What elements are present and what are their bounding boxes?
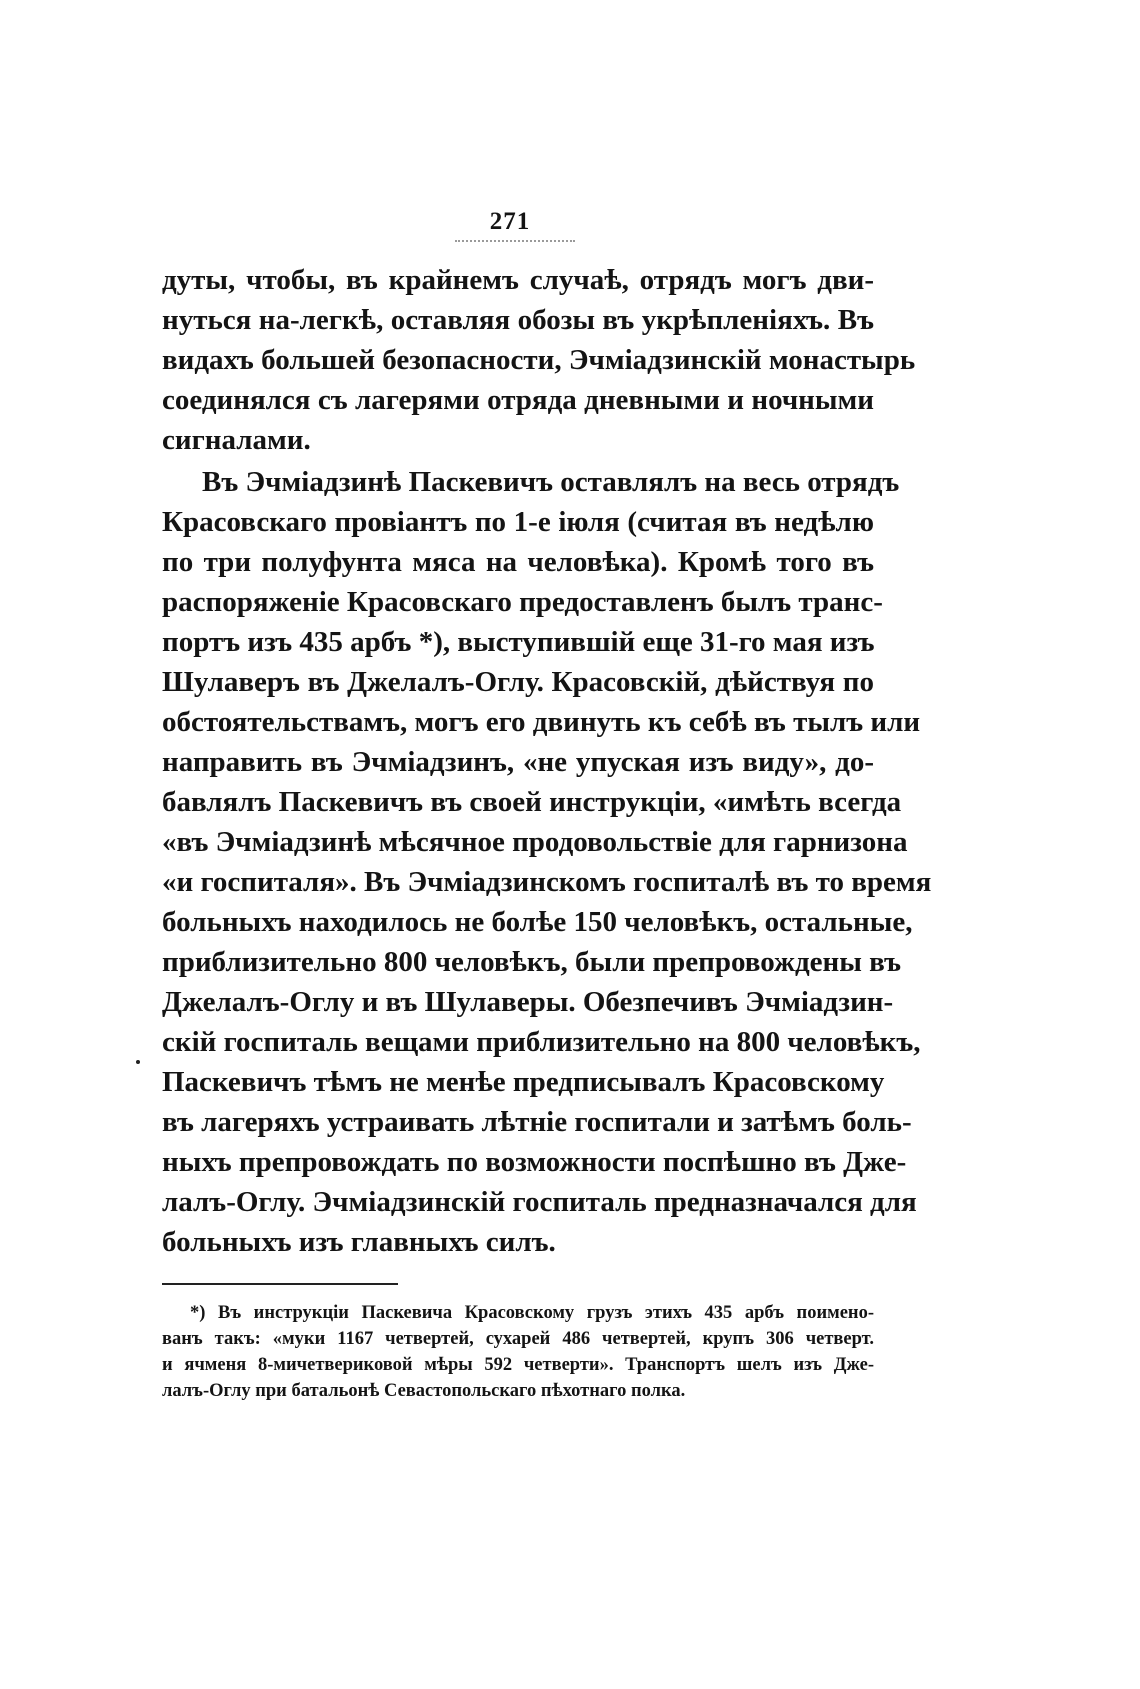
text-line: лалъ-Оглу. Эчмiадзинскiй госпиталь предназначался для	[162, 1186, 917, 1218]
text-line: въ лагеряхъ устраивать лѣтнiе госпитали и затѣмъ боль-	[162, 1106, 912, 1138]
text-line: «въ Эчмiадзинѣ мѣсячное продовольствiе для гарнизона	[162, 826, 908, 858]
text-line: скiй госпиталь вещами приблизительно на 800 человѣкъ,	[162, 1026, 921, 1058]
text-line: соединялся съ лагерями отряда дневными и ночными	[162, 384, 874, 416]
text-line: по три полуфунта мяса на человѣка). Кромѣ того въ	[162, 546, 874, 578]
text-line: направить въ Эчмiадзинъ, «не упуская изъ виду», до-	[162, 746, 874, 778]
text-line: распоряженiе Красовскаго предоставленъ былъ транс-	[162, 586, 883, 618]
text-line: Паскевичъ тѣмъ не менѣе предписывалъ Красовскому	[162, 1066, 885, 1098]
footnote-line: и ячменя 8-мичетвериковой мѣры 592 четверти». Транспортъ шелъ изъ Дже-	[162, 1355, 874, 1375]
text-line: ныхъ препровождать по возможности поспѣшно въ Дже-	[162, 1146, 907, 1178]
scan-noise-marks	[455, 240, 575, 246]
main-text	[162, 260, 932, 1262]
text-line: обстоятельствамъ, могъ его двинуть къ себѣ въ тылъ или	[162, 706, 921, 738]
text-line: Красовскаго провiантъ по 1-е iюля (считая въ недѣлю	[162, 506, 874, 538]
footnote-divider	[162, 1283, 398, 1285]
page-number: 271	[489, 208, 531, 235]
text-line: больныхъ находилось не болѣе 150 человѣкъ, остальные,	[162, 906, 913, 938]
text-line: приблизительно 800 человѣкъ, были препровождены въ	[162, 946, 902, 978]
text-line: Джелалъ-Оглу и въ Шулаверы. Обезпечивъ Эчмiадзин-	[162, 986, 894, 1018]
footnote-line: ванъ такъ: «муки 1167 четвертей, сухарей 486 четвертей, крупъ 306 четверт.	[162, 1329, 874, 1349]
text-line: Въ Эчмiадзинѣ Паскевичъ оставлялъ на весь отрядъ	[202, 466, 900, 498]
text-line: нуться на-легкѣ, оставляя обозы въ укрѣпленiяхъ. Въ	[162, 304, 874, 336]
text-line: портъ изъ 435 арбъ *), выступившiй еще 31-го мая изъ	[162, 626, 875, 658]
paragraph-2	[162, 462, 932, 1262]
footnote-line: *) Въ инструкцiи Паскевича Красовскому грузъ этихъ 435 арбъ поимено-	[190, 1303, 874, 1323]
scan-speck	[136, 1060, 140, 1064]
footnote-line: лалъ-Оглу при батальонѣ Севастопольскаго пѣхотнаго полка.	[162, 1381, 686, 1401]
text-line: дуты, чтобы, въ крайнемъ случаѣ, отрядъ могъ дви-	[162, 264, 874, 296]
text-line: больныхъ изъ главныхъ силъ.	[162, 1226, 556, 1258]
text-line: видахъ большей безопасности, Эчмiадзинскiй монастырь	[162, 344, 916, 376]
paragraph-1	[162, 260, 916, 460]
text-line: «и госпиталя». Въ Эчмiадзинскомъ госпиталѣ въ то время	[162, 866, 932, 898]
text-line: сигналами.	[162, 424, 311, 456]
text-line: Шулаверъ въ Джелалъ-Оглу. Красовскiй, дѣйствуя по	[162, 666, 874, 698]
text-line: бавлялъ Паскевичъ въ своей инструкцiи, «имѣть всегда	[162, 786, 902, 818]
footnote	[162, 1300, 874, 1404]
